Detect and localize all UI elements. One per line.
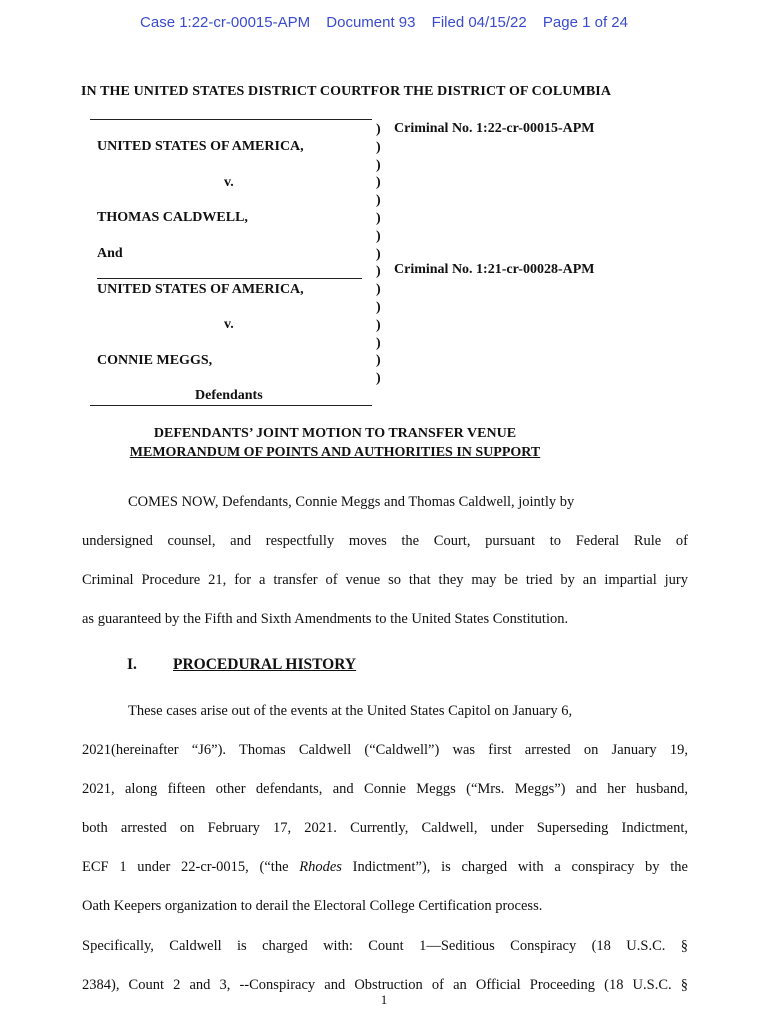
caption-defendant-2: CONNIE MEGGS, [97, 353, 213, 368]
memorandum-title: MEMORANDUM OF POINTS AND AUTHORITIES IN SUPPORT [129, 445, 541, 460]
document-number: Document 93 [326, 14, 416, 31]
caption-rule-middle [97, 278, 362, 279]
section-title: PROCEDURAL HISTORY [173, 656, 357, 673]
caption-rule-top [90, 119, 372, 120]
body-line-1: These cases arise out of the events at the United States Capitol on January 6, [128, 703, 573, 719]
body-line-2: 2021(hereinafter “J6”). Thomas Caldwell (“Caldwell”) was first arrested on January 19, [82, 742, 688, 759]
body-line-3: 2021, along fifteen other defendants, and Connie Meggs (“Mrs. Meggs”) and her husband, [82, 781, 688, 798]
ecf-header [0, 14, 768, 31]
intro-line-4: as guaranteed by the Fifth and Sixth Amendments to the United States Constitution. [82, 611, 569, 628]
body-line-5 [82, 848, 688, 887]
caption-versus-2: v. [224, 317, 234, 332]
page-number: 1 [380, 992, 388, 1007]
court-title: IN THE UNITED STATES DISTRICT COURTFOR THE DISTRICT OF COLUMBIA [81, 84, 612, 99]
body-line-4: both arrested on February 17, 2021. Currently, Caldwell, under Superseding Indictment, [82, 820, 688, 837]
body-line-5-end: Indictment”), is charged with a conspiracy by the [341, 859, 688, 876]
filed-date: Filed 04/15/22 [431, 14, 527, 31]
intro-line-1: COMES NOW, Defendants, Connie Meggs and Thomas Caldwell, jointly by [128, 494, 575, 510]
caption-defendant-1: THOMAS CALDWELL, [97, 210, 248, 225]
criminal-number-2: Criminal No. 1:21-cr-00028-APM [394, 262, 595, 277]
motion-title: DEFENDANTS’ JOINT MOTION TO TRANSFER VENUE [153, 426, 517, 441]
caption-rule-bottom [90, 405, 372, 406]
procedural-history-paragraph [82, 692, 688, 1005]
caption-party-2: UNITED STATES OF AMERICA, [97, 282, 304, 297]
caption-conjunction: And [97, 246, 123, 261]
case-number: Case 1:22-cr-00015-APM [140, 14, 311, 31]
body-line-5-start: ECF 1 under 22-cr-0015, (“the [82, 859, 300, 876]
caption-versus-1: v. [224, 175, 234, 190]
rhodes-italic: Rhodes [299, 859, 342, 876]
intro-line-3: Criminal Procedure 21, for a transfer of venue so that they may be tried by an impartial jury [82, 572, 688, 589]
intro-line-2: undersigned counsel, and respectfully moves the Court, pursuant to Federal Rule of [82, 533, 688, 550]
caption-parentheses: ) ) ) ) ) ) ) ) ) ) ) ) ) ) ) [376, 122, 381, 387]
caption-party-1: UNITED STATES OF AMERICA, [97, 139, 304, 154]
body-line-7: Specifically, Caldwell is charged with: Count 1—Seditious Conspiracy (18 U.S.C. § [82, 937, 688, 954]
intro-paragraph [82, 483, 688, 639]
page-indicator: Page 1 of 24 [542, 14, 628, 31]
section-heading [127, 656, 356, 674]
body-line-6: Oath Keepers organization to derail the Electoral College Certification process. [82, 898, 543, 915]
section-number: I. [127, 656, 137, 673]
body-line-8: 2384), Count 2 and 3, --Conspiracy and Obstruction of an Official Proceeding (18 U.S.C. § [82, 976, 688, 993]
caption-defendants-label: Defendants [195, 388, 263, 403]
criminal-number-1: Criminal No. 1:22-cr-00015-APM [394, 121, 595, 136]
